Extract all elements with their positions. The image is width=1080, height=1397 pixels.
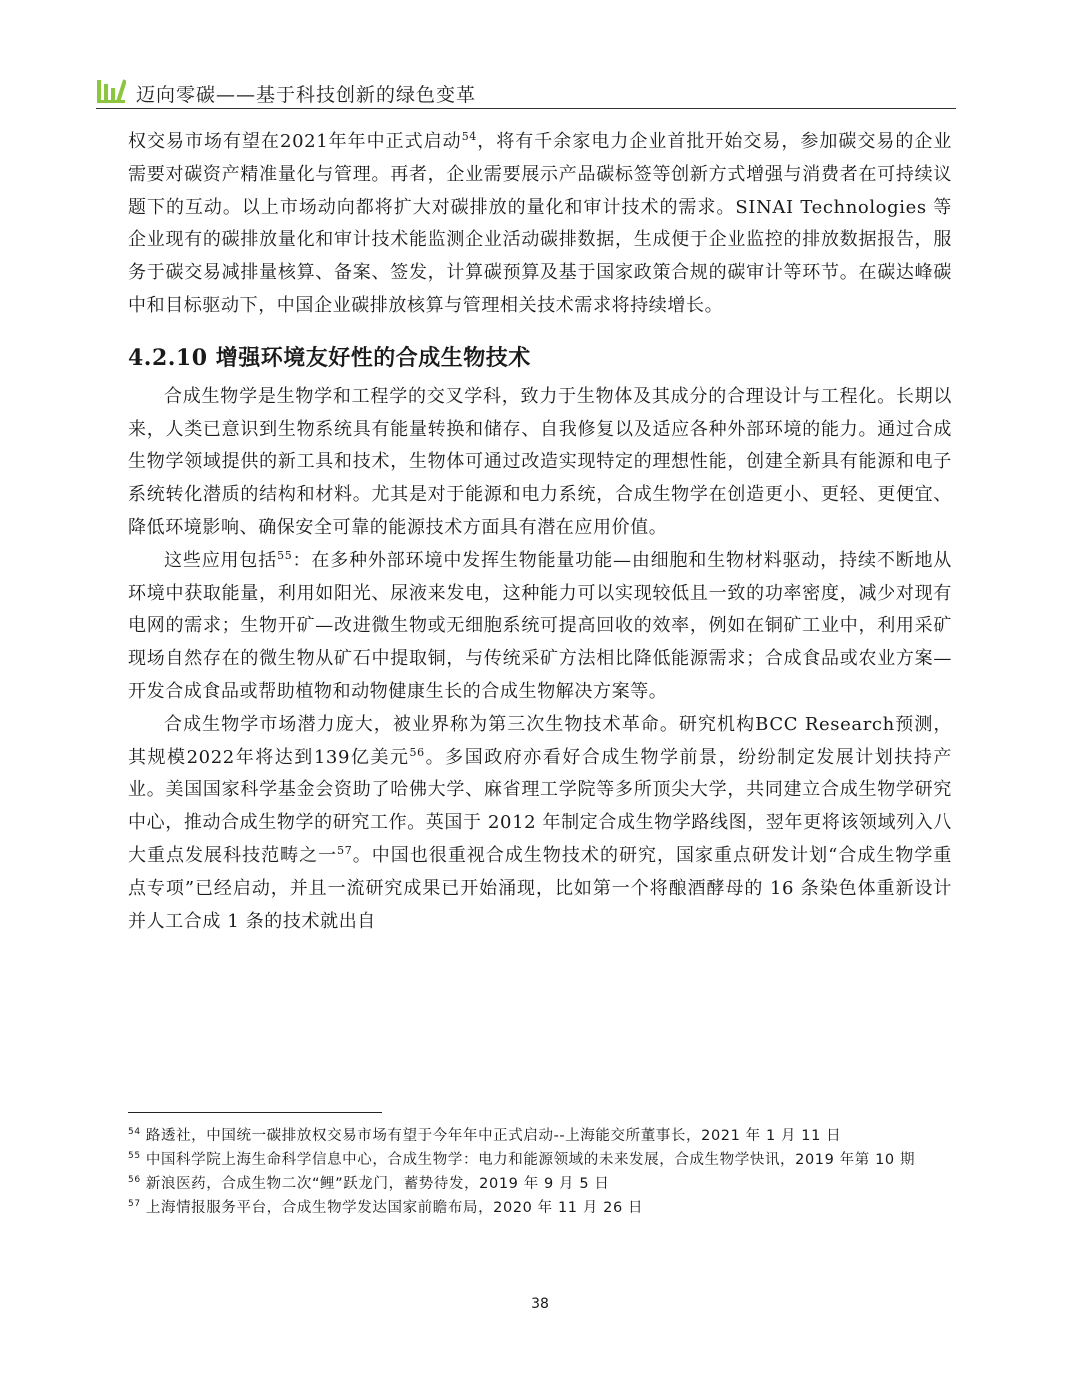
- footnote-54: $^{54}$ 路透社，中国统一碳排放权交易市场有望于今年年中正式启动--上海能交所董事长，2021 年 1 月 11 日: [128, 1127, 842, 1144]
- footnote-ref-54[interactable]: 54: [461, 130, 477, 143]
- header-title: 迈向零碳——基于科技创新的绿色变革: [136, 84, 477, 106]
- footnote-ref-55[interactable]: 55: [277, 548, 293, 562]
- main-content: [128, 126, 952, 938]
- page-header: [96, 78, 956, 108]
- paragraph-applications: 这些应用包括$^{55}$：在多种外部环境中发挥生物能量功能—由细胞和生物材料驱动，持续不断地从环境中获取能量，利用如阳光、尿液来发电，这种能力可以实现较低且一致的功率密度，减少对现有电网的需求；生物开矿—改进微生物或无细胞系统可提高回收的效率，例如在铜矿工业中，利用采矿现场自然存在的微生物从矿石中提取铜，与传统采矿方法相比降低能源需求；合成食品或农业方案—开发合成食品或帮助植物和动物健康生长的合成生物解决方案等。: [128, 548, 952, 702]
- report-logo: [96, 78, 126, 104]
- footnote-56: $^{56}$ 新浪医药，合成生物二次“鲤”跃龙门，蓄势待发，2019 年 9 月 5 日: [128, 1175, 610, 1192]
- footnote-57: $^{57}$ 上海情报服务平台，合成生物学发达国家前瞻布局，2020 年 11 月 26 日: [128, 1199, 644, 1216]
- footnotes: [128, 1124, 952, 1220]
- footnote-ref-57[interactable]: 57: [337, 843, 353, 857]
- section-title: 4.2.10 增强环境友好性的合成生物技术: [128, 344, 531, 371]
- header-divider: [96, 108, 956, 109]
- footnote-ref-56[interactable]: 56: [409, 745, 425, 759]
- paragraph-carbon-accounting: 权交易市场有望在2021年年中正式启动$^{54}$，将有千余家电力企业首批开始交易，参加碳交易的企业需要对碳资产精准量化与管理。再者，企业需要展示产品碳标签等创新方式增强与消费者在可持续议题下的互动。以上市场动向都将扩大对碳排放的量化和审计技术的需求。SINAI Technologies 等企业现有的碳排放量化和审计技术能监测企业活动碳排数据，生成便于企业监控的排放数据报告，服务于碳交易减排量核算、备案、签发，计算碳预算及基于国家政策合规的碳审计等环节。在碳达峰碳中和目标驱动下，中国企业碳排放核算与管理相关技术需求将持续增长。: [128, 130, 952, 316]
- footnote-divider: [128, 1112, 382, 1113]
- page-number: 38: [531, 1296, 549, 1312]
- footnote-55: $^{55}$ 中国科学院上海生命科学信息中心，合成生物学：电力和能源领域的未来发展，合成生物学快讯，2019 年第 10 期: [128, 1151, 916, 1168]
- paragraph-synbio-intro: 合成生物学是生物学和工程学的交叉学科，致力于生物体及其成分的合理设计与工程化。长期以来，人类已意识到生物系统具有能量转换和储存、自我修复以及适应各种外部环境的能力。通过合成生物学领域提供的新工具和技术，生物体可通过改造实现特定的理想性能，创建全新具有能源和电子系统转化潜质的结构和材料。尤其是对于能源和电力系统，合成生物学在创造更小、更轻、更便宜、降低环境影响、确保安全可靠的能源技术方面具有潜在应用价值。: [128, 385, 952, 538]
- paragraph-market: 合成生物学市场潜力庞大，被业界称为第三次生物技术革命。研究机构BCC Research预测，其规模2022年将达到139亿美元$^{56}$。多国政府亦看好合成生物学前景，纷纷制定发展计划扶持产业。美国国家科学基金会资助了哈佛大学、麻省理工学院等多所顶尖大学，共同建立合成生物学研究中心，推动合成生物学的研究工作。英国于 2012 年制定合成生物学路线图，翌年更将该领域列入八大重点发展科技范畴之一$^{57}$。中国也很重视合成生物技术的研究，国家重点研发计划“合成生物学重点专项”已经启动，并且一流研究成果已开始涌现，比如第一个将酿酒酵母的 16 条染色体重新设计并人工合成 1 条的技术就出自: [128, 713, 952, 932]
